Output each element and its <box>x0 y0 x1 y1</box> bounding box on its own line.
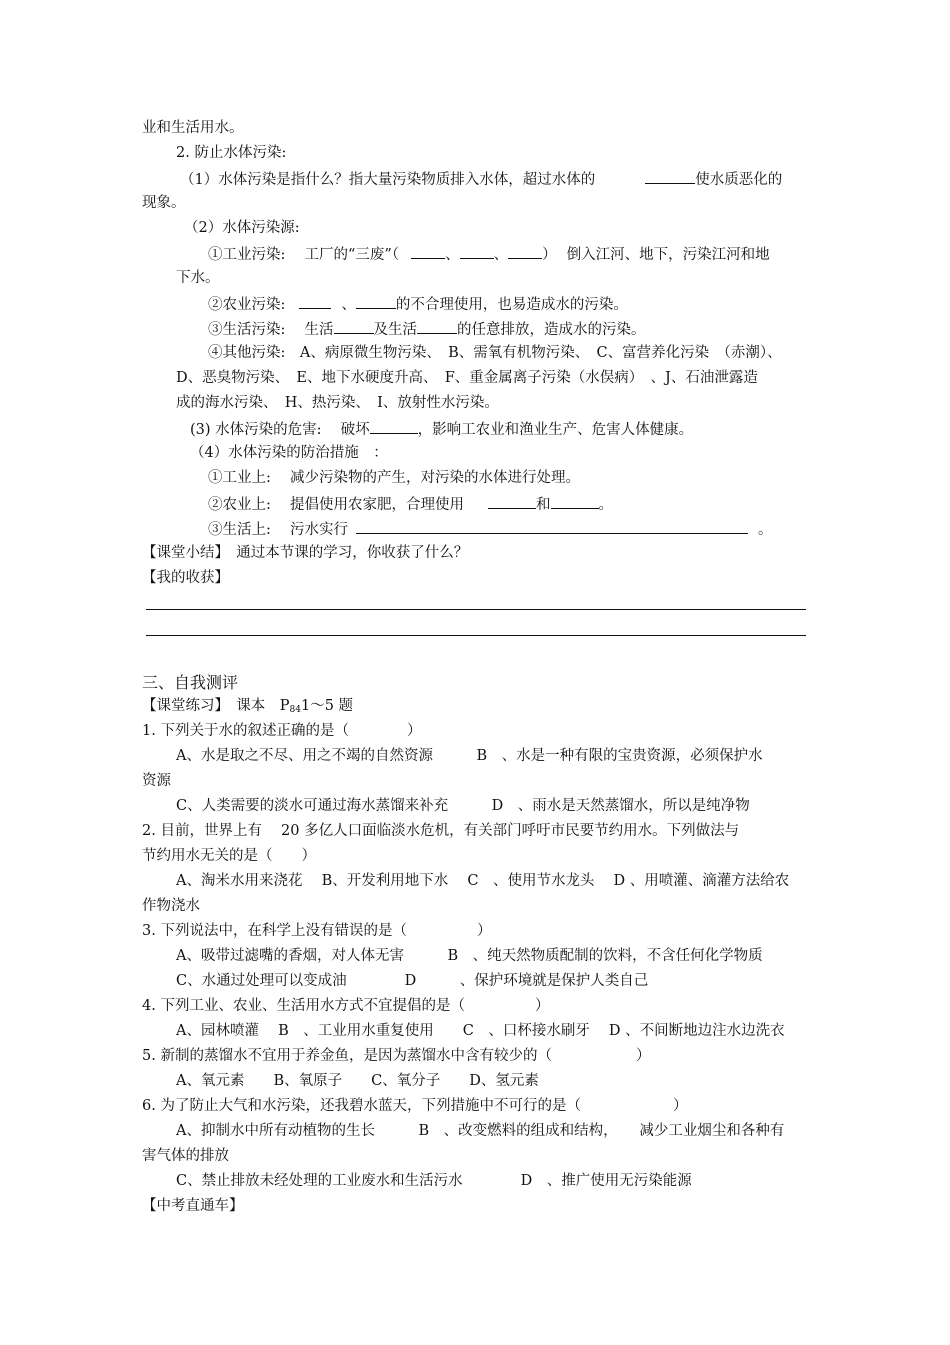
answer-blank[interactable] <box>370 419 418 434</box>
label-text: (3) 水体污染的危害: 破坏 <box>190 422 370 438</box>
answer-blank[interactable] <box>551 494 599 509</box>
hazards-line <box>190 419 693 439</box>
label-text: 。 <box>598 497 613 513</box>
question-text: 6. 为了防止大气和水污染，还我碧水蓝天，下列措施中不可行的是（ <box>142 1098 581 1114</box>
answer-blank[interactable] <box>488 494 536 509</box>
label-text: 及生活 <box>373 322 417 338</box>
option-line: 作物浇水 <box>142 898 200 914</box>
answer-blank[interactable] <box>417 319 457 334</box>
question-text: 使水质恶化的 <box>695 172 783 188</box>
subheading-prevent-pollution: 2. 防止水体污染: <box>176 145 287 161</box>
answer-blank[interactable] <box>356 519 748 534</box>
option-line: C、水通过处理可以变成油 D 、保护环境就是保护人类自己 <box>176 973 649 989</box>
text-line: 现象。 <box>142 195 186 211</box>
my-gains-heading: 【我的收获】 <box>142 570 229 586</box>
separator: 、 <box>493 247 509 263</box>
agriculture-measure-line <box>208 494 613 514</box>
option-line: 害气体的排放 <box>142 1148 229 1164</box>
option-line: A、园林喷灌 B 、工业用水重复使用 C 、口杯接水刷牙 D 、不间断地边注水边洗衣 <box>176 1023 785 1039</box>
question-text: （1）水体污染是指什么？指大量污染物质排入水体，超过水体的 <box>180 172 596 188</box>
question-text: ） <box>635 1048 651 1064</box>
exam-section-heading: 【中考直通车】 <box>142 1198 244 1214</box>
option-line: A、抑制水中所有动植物的生长 B 、改变燃料的组成和结构， 减少工业烟尘和各种有 <box>176 1123 785 1139</box>
other-pollution-line: 成的海水污染、 H、热污染、 I、放射性水污染。 <box>176 395 499 411</box>
answer-blank[interactable] <box>411 244 445 259</box>
question-6 <box>142 1097 687 1115</box>
option-line: C、禁止排放未经处理的工业废水和生活污水 D 、推广使用无污染能源 <box>176 1173 692 1189</box>
answer-blank[interactable] <box>645 169 695 184</box>
question-text: 5. 新制的蒸馏水不宜用于养金鱼，是因为蒸馏水中含有较少的（ <box>142 1048 552 1064</box>
question-2: 2. 目前，世界上有 20 多亿人口面临淡水危机，有关部门呼吁市民要节约用水。下列做法与 <box>142 823 740 839</box>
subheading-prevention: （4）水体污染的防治措施 ： <box>190 445 388 461</box>
class-practice-heading <box>142 697 353 719</box>
domestic-measure-line <box>208 519 773 539</box>
separator: 、 <box>341 297 356 313</box>
question-text: ） <box>534 998 550 1014</box>
label-text: 1～5 题 <box>300 698 354 714</box>
label-text: ③生活污染: 生活 <box>208 322 334 338</box>
separator: ） <box>542 247 557 263</box>
answer-blank[interactable] <box>299 294 331 309</box>
question-text: 3. 下列说法中，在科学上没有错误的是（ <box>142 923 407 939</box>
answer-blank[interactable] <box>334 319 374 334</box>
question-4 <box>142 997 549 1015</box>
question-text: 4. 下列工业、农业、生活用水方式不宜提倡的是（ <box>142 998 465 1014</box>
question-1 <box>142 722 421 740</box>
separator: 、 <box>445 247 460 263</box>
option-line: C、人类需要的淡水可通过海水蒸馏来补充 D 、雨水是天然蒸馏水，所以是纯净物 <box>176 798 750 814</box>
option-line: A、水是取之不尽、用之不竭的自然资源 B 、水是一种有限的宝贵资源，必须保护水 <box>176 748 763 764</box>
class-summary-heading: 【课堂小结】 通过本节课的学习，你收获了什么？ <box>142 545 469 561</box>
answer-line[interactable] <box>146 635 806 636</box>
text-line: 下水。 <box>176 270 220 286</box>
agricultural-pollution-line <box>208 294 628 314</box>
option-line: A、淘米水用来浇花 B、开发利用地下水 C 、使用节水龙头 D 、用喷灌、滴灌方法给农 <box>176 873 790 889</box>
label-text: ，影响工农业和渔业生产、危害人体健康。 <box>417 422 694 438</box>
label-text: 和 <box>536 497 551 513</box>
label-text: 【课堂练习】 课本 P <box>142 698 290 714</box>
label-text: ②农业污染: <box>208 297 286 313</box>
label-text: 的不合理使用，也易造成水的污染。 <box>395 297 628 313</box>
text-line: 业和生活用水。 <box>142 120 244 136</box>
question-text: ） <box>672 1098 688 1114</box>
option-line: A、吸带过滤嘴的香烟，对人体无害 B 、纯天然物质配制的饮料，不含任何化学物质 <box>176 948 763 964</box>
industrial-pollution-line <box>208 244 770 264</box>
label-text: ①工业污染: 工厂的“三废”（ <box>208 247 400 263</box>
answer-blank[interactable] <box>460 244 494 259</box>
answer-blank[interactable] <box>356 294 396 309</box>
question-3 <box>142 922 491 940</box>
label-text: ②农业上: 提倡使用农家肥，合理使用 <box>208 497 464 513</box>
domestic-pollution-line <box>208 319 646 339</box>
question-text: ） <box>476 923 492 939</box>
section-title-self-assessment: 三、自我测评 <box>142 673 239 692</box>
other-pollution-line: ④其他污染: A、病原微生物污染、 B、需氧有机物污染、 C、富营养化污染 （赤潮）、 <box>208 345 782 361</box>
label-text: 的任意排放，造成水的污染。 <box>457 322 646 338</box>
question-text: 1. 下列关于水的叙述正确的是（ <box>142 723 349 739</box>
question-5 <box>142 1047 650 1065</box>
option-line: A、氧元素 B、氧原子 C、氧分子 D、氢元素 <box>176 1073 539 1089</box>
answer-line[interactable] <box>146 609 806 610</box>
page-number: 84 <box>289 705 301 715</box>
answer-blank[interactable] <box>508 244 542 259</box>
label-text: 。 <box>758 522 773 538</box>
question-1-line <box>180 169 782 189</box>
option-line: 资源 <box>142 773 171 789</box>
label-text: ③生活上: 污水实行 <box>208 522 348 538</box>
question-text: ） <box>406 723 422 739</box>
subheading-pollution-sources: （2）水体污染源: <box>184 220 300 236</box>
label-text: 倒入江河、地下，污染江河和地 <box>566 247 770 263</box>
question-2: 节约用水无关的是（ ） <box>142 848 316 864</box>
industry-measure-line: ①工业上: 减少污染物的产生，对污染的水体进行处理。 <box>208 470 580 486</box>
other-pollution-line: D、恶臭物污染、 E、地下水硬度升高、 F、重金属离子污染（水俣病） 、J、石油泄露造 <box>176 370 758 386</box>
